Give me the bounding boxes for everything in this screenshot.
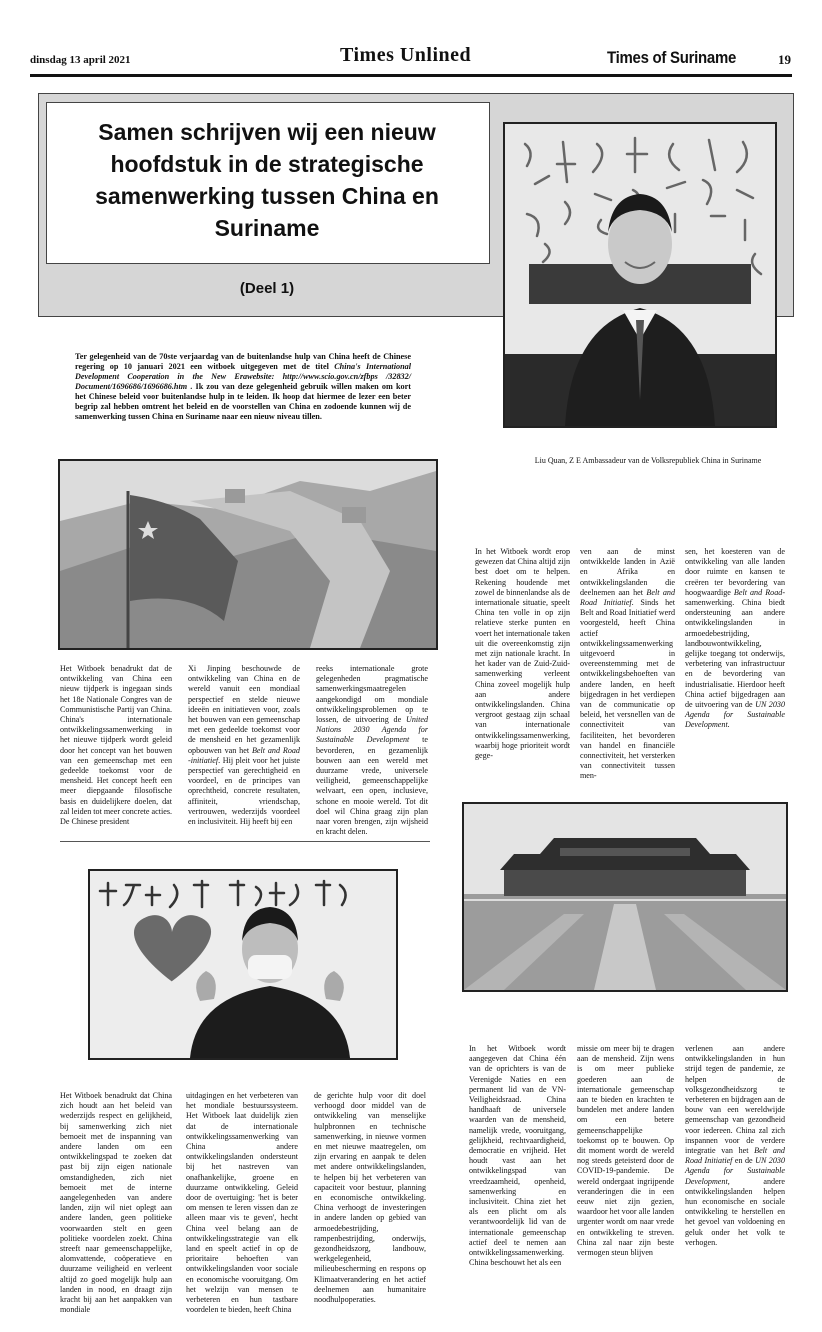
col-ital: UN 2030 Agenda for Sustainable Development	[685, 1156, 785, 1186]
great-wall-photo	[58, 459, 438, 650]
col-text: te bevorderen, en gezamenlijk bouwen aan een wereld met duurzame vrede, universele veiligheid, gemeenschappelijke welvaart, een open, inclusieve, schone en mooie wereld. Tot dit doel wil China graag zijn plan naar voren brengen, zijn wijsheid en kracht delen.	[316, 735, 428, 837]
column-top-right-3	[685, 547, 785, 731]
column-bottom-right-1: In het Witboek wordt aangegeven dat China één van de oprichters is van de Verenigde Naties en een permanent lid van de VN-Veiligheidsraad. China handhaaft de universele waarden van de mensheid, namelijk vrede, vooruitgang, gelijkheid, rechtvaardigheid, democratie en vrijheid. Het houdt vast aan het ontwikkelingspad van vreedzaamheid, openheid, samenwerking en inclusiviteit. China ziet het als een plicht om als verantwoordelijk lid van de internationale gemeenschap actief deel te nemen aan ontwikkelingssamenwerking. China beschouwt het als een	[469, 1044, 566, 1268]
column-bottom-left-1: Het Witboek benadrukt dat China zich houdt aan het beleid van wederzijds respect en gelijkheid, bij samenwerking zich niet bemoeit met de inspanning van andere landen om een ontwikkelingspad te zoeken dat past bij zijn eigen nationale omstandigheden, zich niet bemoeit met de interne aangelegenheden van andere landen, zijn wil niet oplegt aan andere landen, geen politieke voorwaarden stelt en geen politieke voordelen zoekt. China streeft naar gemeenschappelijke, alomvattende, coöperatieve en duurzame veiligheid en verleent altijd zo goed mogelijk hulp aan landen in nood, en draagt zijn kracht bij aan het aanpakken van mondiale	[60, 1091, 172, 1315]
column-bottom-right-2: missie om meer bij te dragen aan de mensheid. Zijn wens is om meer publieke goederen aan de internationale gemeenschap aan te bieden en krachten te bundelen met andere landen om een betere gemeenschappelijke toekomst op te bouwen. Op dit moment wordt de wereld nog steeds geteisterd door de COVID-19-pandemie. De wereld ondergaat ingrijpende veranderingen die in een eeuw niet zijn gezien, waardoor het voor alle landen urgenter wordt om naar vrede en ontwikkeling te streven. China zal naar zijn beste vermogen steun blijven	[577, 1044, 674, 1258]
col-ital: Belt and Road Initiatief	[580, 587, 675, 608]
col-ital: United Nations 2030 Agenda for Sustainable Development	[316, 715, 428, 745]
article-title: Samen schrijven wij een nieuw hoofdstuk in de strategische samenwerking tussen China en Suriname	[95, 119, 439, 241]
col-text: . Hij pleit voor het juiste perspectief van gerechtigheid en voordeel, en de principes van oprechtheid, concrete resultaten, affiniteit, vriendschap, vertrouwen, wederzijds voordeel en inclusiviteit. Hij heeft bij een	[188, 755, 300, 827]
col-text: , andere ontwikkelingslanden helpen hun economische en sociale ontwikkeling te herstellen en het gevoel van voldoening en geluk onder het volk te verhogen.	[685, 1176, 785, 1247]
col-ital: Belt and Road -initiatief	[188, 745, 300, 765]
col-text: sen, het koesteren van de ontwikkeling van alle landen door ruimte en kansen te creëren ter bevordering van hoogwaardige	[685, 547, 785, 597]
partner-logo: Times of Suriname	[607, 48, 737, 67]
photo-caption: Liu Quan, Z E Ambassadeur van de Volksrepubliek China in Suriname	[534, 456, 762, 465]
col-ital: Belt and Road Initiatief	[685, 1146, 785, 1166]
ambassador-photo	[503, 122, 777, 428]
column-mid-left-1: Het Witboek benadrukt dat de ontwikkeling van China een nieuw tijdperk is ingegaan sinds het 18e Nationale Congres van de Communistische Partij van China. China's internationale ontwikkelingssamenwerking in het nieuwe tijdperk wordt geleid door het concept van het bouwen van een gemeenschap met een gedeelde toekomst voor de mensheid. Het concept heeft een meer diepgaande filosofische basis en duidelijkere doelen, dat zal leiden tot meer concrete acties. De Chinese president	[60, 664, 172, 827]
issue-date: dinsdag 13 april 2021	[30, 54, 131, 66]
intro-text-end: . Ik zou van deze gelegenheid gebruik willen maken om kort het Chinese beleid voor buitenlandse hulp in te leiden. Ik hoop dat hiermee de lezer een beter begrip zal hebben omtrent het beleid en de voorstellen van China en zodoende kunnen wij de samenwerking tussen China en Suriname naar een nieuw niveau tillen.	[75, 382, 411, 421]
forbidden-city-photo	[462, 802, 788, 992]
intro-source: China's International Development Cooperation in the New Erawebsite: http://www.scio.gov.cn/zfbps /32832/ Document/1696686/1696686.htm	[75, 362, 411, 391]
col-text: verlenen aan andere ontwikkelingslanden in hun strijd tegen de pandemie, ze helpen de volksgezondheidszorg te verbeteren en bijdragen aan de bouw van een wereldwijde gemeenschap van gezondheid voor iedereen. China zal zich inspannen voor de verdere integratie van het	[685, 1044, 785, 1156]
column-bottom-left-2: uitdagingen en het verbeteren van het mondiale bestuurssysteem. Het Witboek laat duidelijk zien dat de internationale ontwikkelingssamenwerking van China andere ontwikkelingslanden ondersteunt bij het nastreven van onafhankelijke, groene en duurzame ontwikkeling. Geleid door de overtuiging: 'het is beter om mensen te leren vissen dan ze alleen maar vis te geven', hecht China veel belang aan de ontwikkelingsstrategie van elk land en speelt actief in op de prioritaire behoeften van ontwikkelingslanden voor sociale en economische vooruitgang. Om het welzijn van mensen te verbeteren en hun tastbare voordelen te bieden, heeft China	[186, 1091, 298, 1315]
col-text: -samenwerking. China biedt ondersteuning aan andere ontwikkelingslanden in armoedebestrijding, landbouwontwikkeling, gelijke toegang tot onderwijs, verbetering van infrastructuur en de bevordering van industrialisatie. Hierdoor heeft China actief bijgedragen aan de uitvoering van de	[685, 587, 786, 710]
intro-paragraph	[75, 352, 411, 422]
col-text: . Sinds het Belt and Road Initiatief werd voorgesteld, heeft China actief ontwikkelingssamenwerking uitgevoerd in overeenstemming met de ontwikkelingsbehoeften van andere landen, en heeft bijgedragen in het verdiepen van de communicatie op beleid, het versnellen van de connectiviteit van faciliteiten, het bevorderen van handel en financiële connectiviteit, het versterken van connectiviteit tussen men-	[580, 598, 675, 781]
section-divider	[60, 841, 430, 842]
col-text: reeks internationale grote gelegenheden pragmatische samenwerkingsmaatregelen aangekondigd om mondiale ontwikkelingsproblemen op te lossen, de uitvoering de	[316, 664, 428, 725]
page-number: 19	[778, 52, 791, 67]
col-text: Xi Jinping beschouwde de ontwikkeling van China en de wereld vanuit een mondiaal perspectief en stelde nieuwe ideeën en initiatieven voor, zoals het bouwen van een gemeenschap met een gedeelde toekomst voor de mensheid en het gezamenlijk opbouwen van het	[188, 664, 300, 755]
article-part: (Deel 1)	[239, 280, 295, 297]
intro-text: Ter gelegenheid van de 70ste verjaardag van de buitenlandse hulp van China heeft de Chinese regering op 10 januari 2021 een witboek uitgegeven met de titel	[75, 352, 411, 371]
col-text: ven aan de minst ontwikkelde landen in Azië en Afrika en ontwikkelingslanden die deelnemen aan het	[580, 547, 675, 597]
column-top-right-1: In het Witboek wordt erop gewezen dat China altijd zijn best doet om te helpen. Rekening houdende met zowel de binnenlandse als de internationale situatie, speelt China ten volle in op zijn relatieve sterke punten en voert het internationale taken uit die overeenkomstig zijn met zijn nationale kracht. In het kader van de Zuid-Zuid-samenwerking verleent China zoveel mogelijk hulp aan andere ontwikkelingslanden. China vergroot gestaag zijn schaal van internationale ontwikkelingssamenwerking, waarbij hoge prioriteit wordt gege-	[475, 547, 571, 761]
column-bottom-left-3: de gerichte hulp voor dit doel verhoogd door middel van de ontwikkeling van menselijke hulpbronnen en technische samenwerking, in nieuwe vormen en met nieuwe maatregelen, om zijn ervaring en aanpak te delen met andere ontwikkelingslanden, te helpen bij het verbeteren van capaciteit voor bestuur, planning en economische ontwikkeling. China verhoogt de investeringen in andere landen op gebied van armoedebestrijding, rampenbestrijding, onderwijs, gezondheidszorg, landbouw, werkgelegenheid, milieubescherming en respons op Klimaatverandering en het actief deelnemen aan humanitaire noodhulpoperaties.	[314, 1091, 426, 1305]
column-top-right-2	[580, 547, 675, 782]
col-ital: UN 2030 Agenda for Sustainable Development.	[685, 700, 785, 730]
column-mid-left-3	[316, 664, 428, 837]
column-bottom-right-3	[685, 1044, 785, 1248]
xi-jinping-photo	[88, 869, 398, 1060]
column-mid-left-2	[188, 664, 300, 827]
publication-name: Times Unlined	[340, 44, 472, 66]
col-ital: Belt and Road	[733, 587, 783, 597]
masthead-rule	[30, 74, 792, 77]
col-text: en de	[732, 1156, 756, 1166]
